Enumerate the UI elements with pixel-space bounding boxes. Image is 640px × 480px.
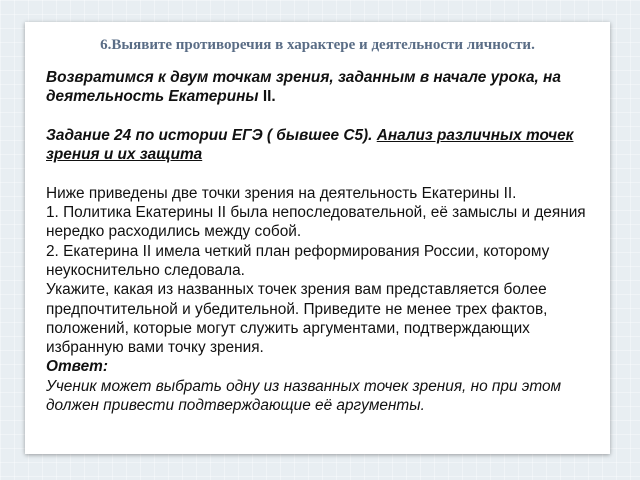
task-instructions: Укажите, какая из названных точек зрения вам представляется более предпочтительной и убедительной. Приведите не менее трех фактов, положений, которые могут служить аргументами, подтверждающих избранную вами точку зрения. <box>46 281 548 357</box>
answer-text: Ученик может выбрать одну из названных точек зрения, но при этом должен привести подтверждающие её аргументы. <box>46 377 562 415</box>
viewpoint-two: 2. Екатерина II имела четкий план реформирования России, которому неукоснительно следовала. <box>46 242 550 279</box>
task-lead: Задание 24 по истории ЕГЭ ( бывшее С5). <box>46 126 377 144</box>
task-topic: Анализ различных точек зрения и их защита <box>46 126 574 164</box>
spacer <box>46 164 604 183</box>
intro-paragraph <box>46 68 604 107</box>
slide-title: 6.Выявите противоречия в характере и деятельности личности. <box>100 37 535 53</box>
slide-card <box>25 22 610 454</box>
viewpoint-one: 1. Политика Екатерины II была непоследовательной, её замыслы и деяния нередко расходились между собой. <box>46 204 586 241</box>
spacer <box>46 107 604 126</box>
task-paragraph <box>46 126 604 165</box>
statement-intro: Ниже приведены две точки зрения на деятельность Екатерины II. <box>46 184 517 202</box>
intro-text: Возвратимся к двум точкам зрения, заданным в начале урока, на деятельность Екатерины <box>46 69 561 106</box>
answer-label: Ответ: <box>46 358 108 376</box>
slide-body <box>46 68 604 415</box>
intro-roman-numeral: II. <box>262 88 276 106</box>
